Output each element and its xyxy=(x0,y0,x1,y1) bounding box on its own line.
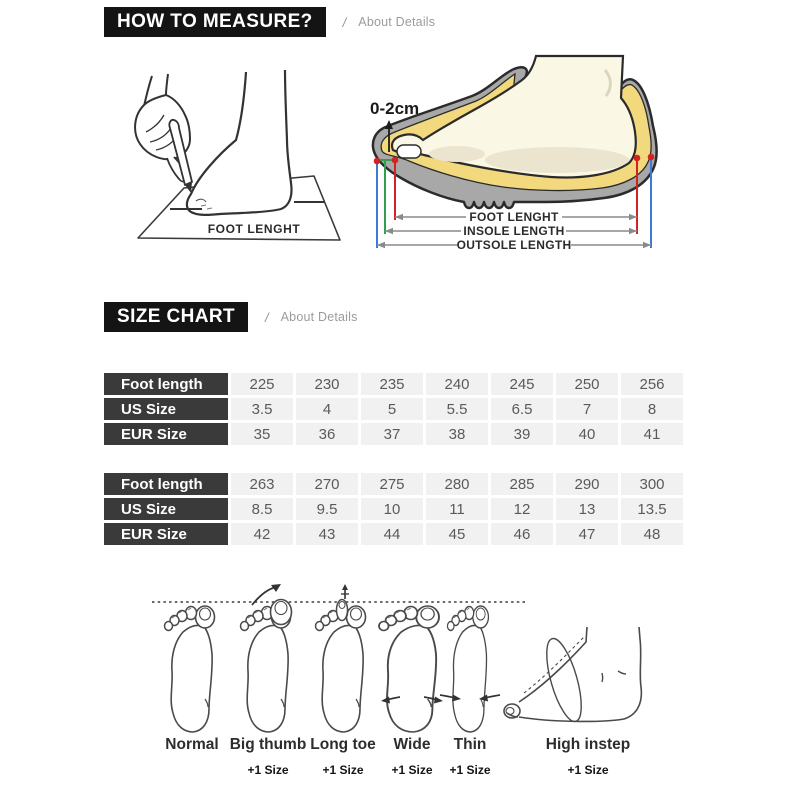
size-cell: 38 xyxy=(426,423,488,445)
size-cell: 250 xyxy=(556,373,618,395)
foot-type-label: Big thumb xyxy=(229,736,307,753)
size-cell: 36 xyxy=(296,423,358,445)
foot-shading xyxy=(485,147,629,173)
size-cell: 235 xyxy=(361,373,423,395)
about-details-link[interactable]: About Details xyxy=(358,15,436,29)
size-cell: 285 xyxy=(491,473,553,495)
foot-normal xyxy=(165,606,215,732)
big-toe-mark xyxy=(397,145,421,158)
foot-thin xyxy=(440,606,500,732)
size-cell: 245 xyxy=(491,373,553,395)
foot-type-note: +1 Size xyxy=(247,763,289,777)
size-cell: 48 xyxy=(621,523,683,545)
row-header: US Size xyxy=(104,498,228,520)
size-cell: 300 xyxy=(621,473,683,495)
foot-tracing-illustration xyxy=(108,60,360,260)
insole-length-dim-label: INSOLE LENGTH xyxy=(463,224,565,238)
size-cell: 230 xyxy=(296,373,358,395)
size-cell: 9.5 xyxy=(296,498,358,520)
table-row xyxy=(104,473,683,495)
slash-separator: / xyxy=(342,14,347,30)
paper-foot-length-label: FOOT LENGHT xyxy=(207,222,301,236)
table-row xyxy=(104,423,683,445)
size-cell: 275 xyxy=(361,473,423,495)
foot-type-note: +1 Size xyxy=(391,763,433,777)
foot-type-label: High instep xyxy=(545,736,631,753)
size-cell: 13 xyxy=(556,498,618,520)
size-cell: 47 xyxy=(556,523,618,545)
row-header: EUR Size xyxy=(104,523,228,545)
table-row xyxy=(104,398,683,420)
traced-foot xyxy=(187,70,292,215)
outsole-length-dim-label: OUTSOLE LENGTH xyxy=(456,238,572,252)
size-cell: 37 xyxy=(361,423,423,445)
size-cell: 5.5 xyxy=(426,398,488,420)
foot-types-section xyxy=(150,583,700,798)
size-cell: 270 xyxy=(296,473,358,495)
size-cell: 39 xyxy=(491,423,553,445)
row-header: US Size xyxy=(104,398,228,420)
about-details-link[interactable]: About Details xyxy=(280,310,358,324)
row-header: EUR Size xyxy=(104,423,228,445)
table-row xyxy=(104,523,683,545)
size-cell: 10 xyxy=(361,498,423,520)
size-cell: 240 xyxy=(426,373,488,395)
size-cell: 12 xyxy=(491,498,553,520)
size-chart-title: SIZE CHART xyxy=(104,302,248,332)
how-to-measure-header xyxy=(104,7,435,37)
foot-type-note: +1 Size xyxy=(567,763,609,777)
size-cell: 256 xyxy=(621,373,683,395)
foot-type-label: Wide xyxy=(393,736,431,753)
size-cell: 280 xyxy=(426,473,488,495)
foot-type-label: Normal xyxy=(165,736,219,753)
size-cell: 43 xyxy=(296,523,358,545)
row-header: Foot length xyxy=(104,473,228,495)
size-cell: 44 xyxy=(361,523,423,545)
foot-wide xyxy=(379,606,443,732)
foot-type-note: +1 Size xyxy=(449,763,491,777)
foot-types-illustration xyxy=(150,583,700,738)
foot-big-thumb xyxy=(241,584,292,732)
table-row xyxy=(104,373,683,395)
size-cell: 41 xyxy=(621,423,683,445)
size-cell: 11 xyxy=(426,498,488,520)
size-table-large xyxy=(101,470,686,548)
foot-type-label: Thin xyxy=(453,736,487,753)
size-cell: 7 xyxy=(556,398,618,420)
foot-shading xyxy=(429,146,485,162)
size-cell: 3.5 xyxy=(231,398,293,420)
table-row xyxy=(104,498,683,520)
size-cell: 4 xyxy=(296,398,358,420)
shoe-measurement-diagram xyxy=(362,50,694,265)
hand-with-pen xyxy=(135,74,192,193)
size-chart-header xyxy=(104,302,358,332)
size-cell: 8 xyxy=(621,398,683,420)
size-cell: 46 xyxy=(491,523,553,545)
foot-high-instep xyxy=(504,627,641,725)
size-cell: 13.5 xyxy=(621,498,683,520)
size-cell: 35 xyxy=(231,423,293,445)
gap-label: 0-2cm xyxy=(370,99,420,118)
size-cell: 40 xyxy=(556,423,618,445)
size-cell: 6.5 xyxy=(491,398,553,420)
foot-type-label: Long toe xyxy=(310,736,376,753)
size-cell: 290 xyxy=(556,473,618,495)
slash-separator: / xyxy=(265,309,269,325)
foot-long-toe xyxy=(316,584,366,732)
size-cell: 45 xyxy=(426,523,488,545)
row-header: Foot length xyxy=(104,373,228,395)
size-cell: 42 xyxy=(231,523,293,545)
size-table-small xyxy=(101,370,686,448)
foot-type-note: +1 Size xyxy=(322,763,364,777)
foot-length-dim-label: FOOT LENGHT xyxy=(469,210,559,224)
size-cell: 8.5 xyxy=(231,498,293,520)
size-cell: 263 xyxy=(231,473,293,495)
size-cell: 225 xyxy=(231,373,293,395)
how-to-measure-title: HOW TO MEASURE? xyxy=(104,7,326,37)
size-cell: 5 xyxy=(361,398,423,420)
